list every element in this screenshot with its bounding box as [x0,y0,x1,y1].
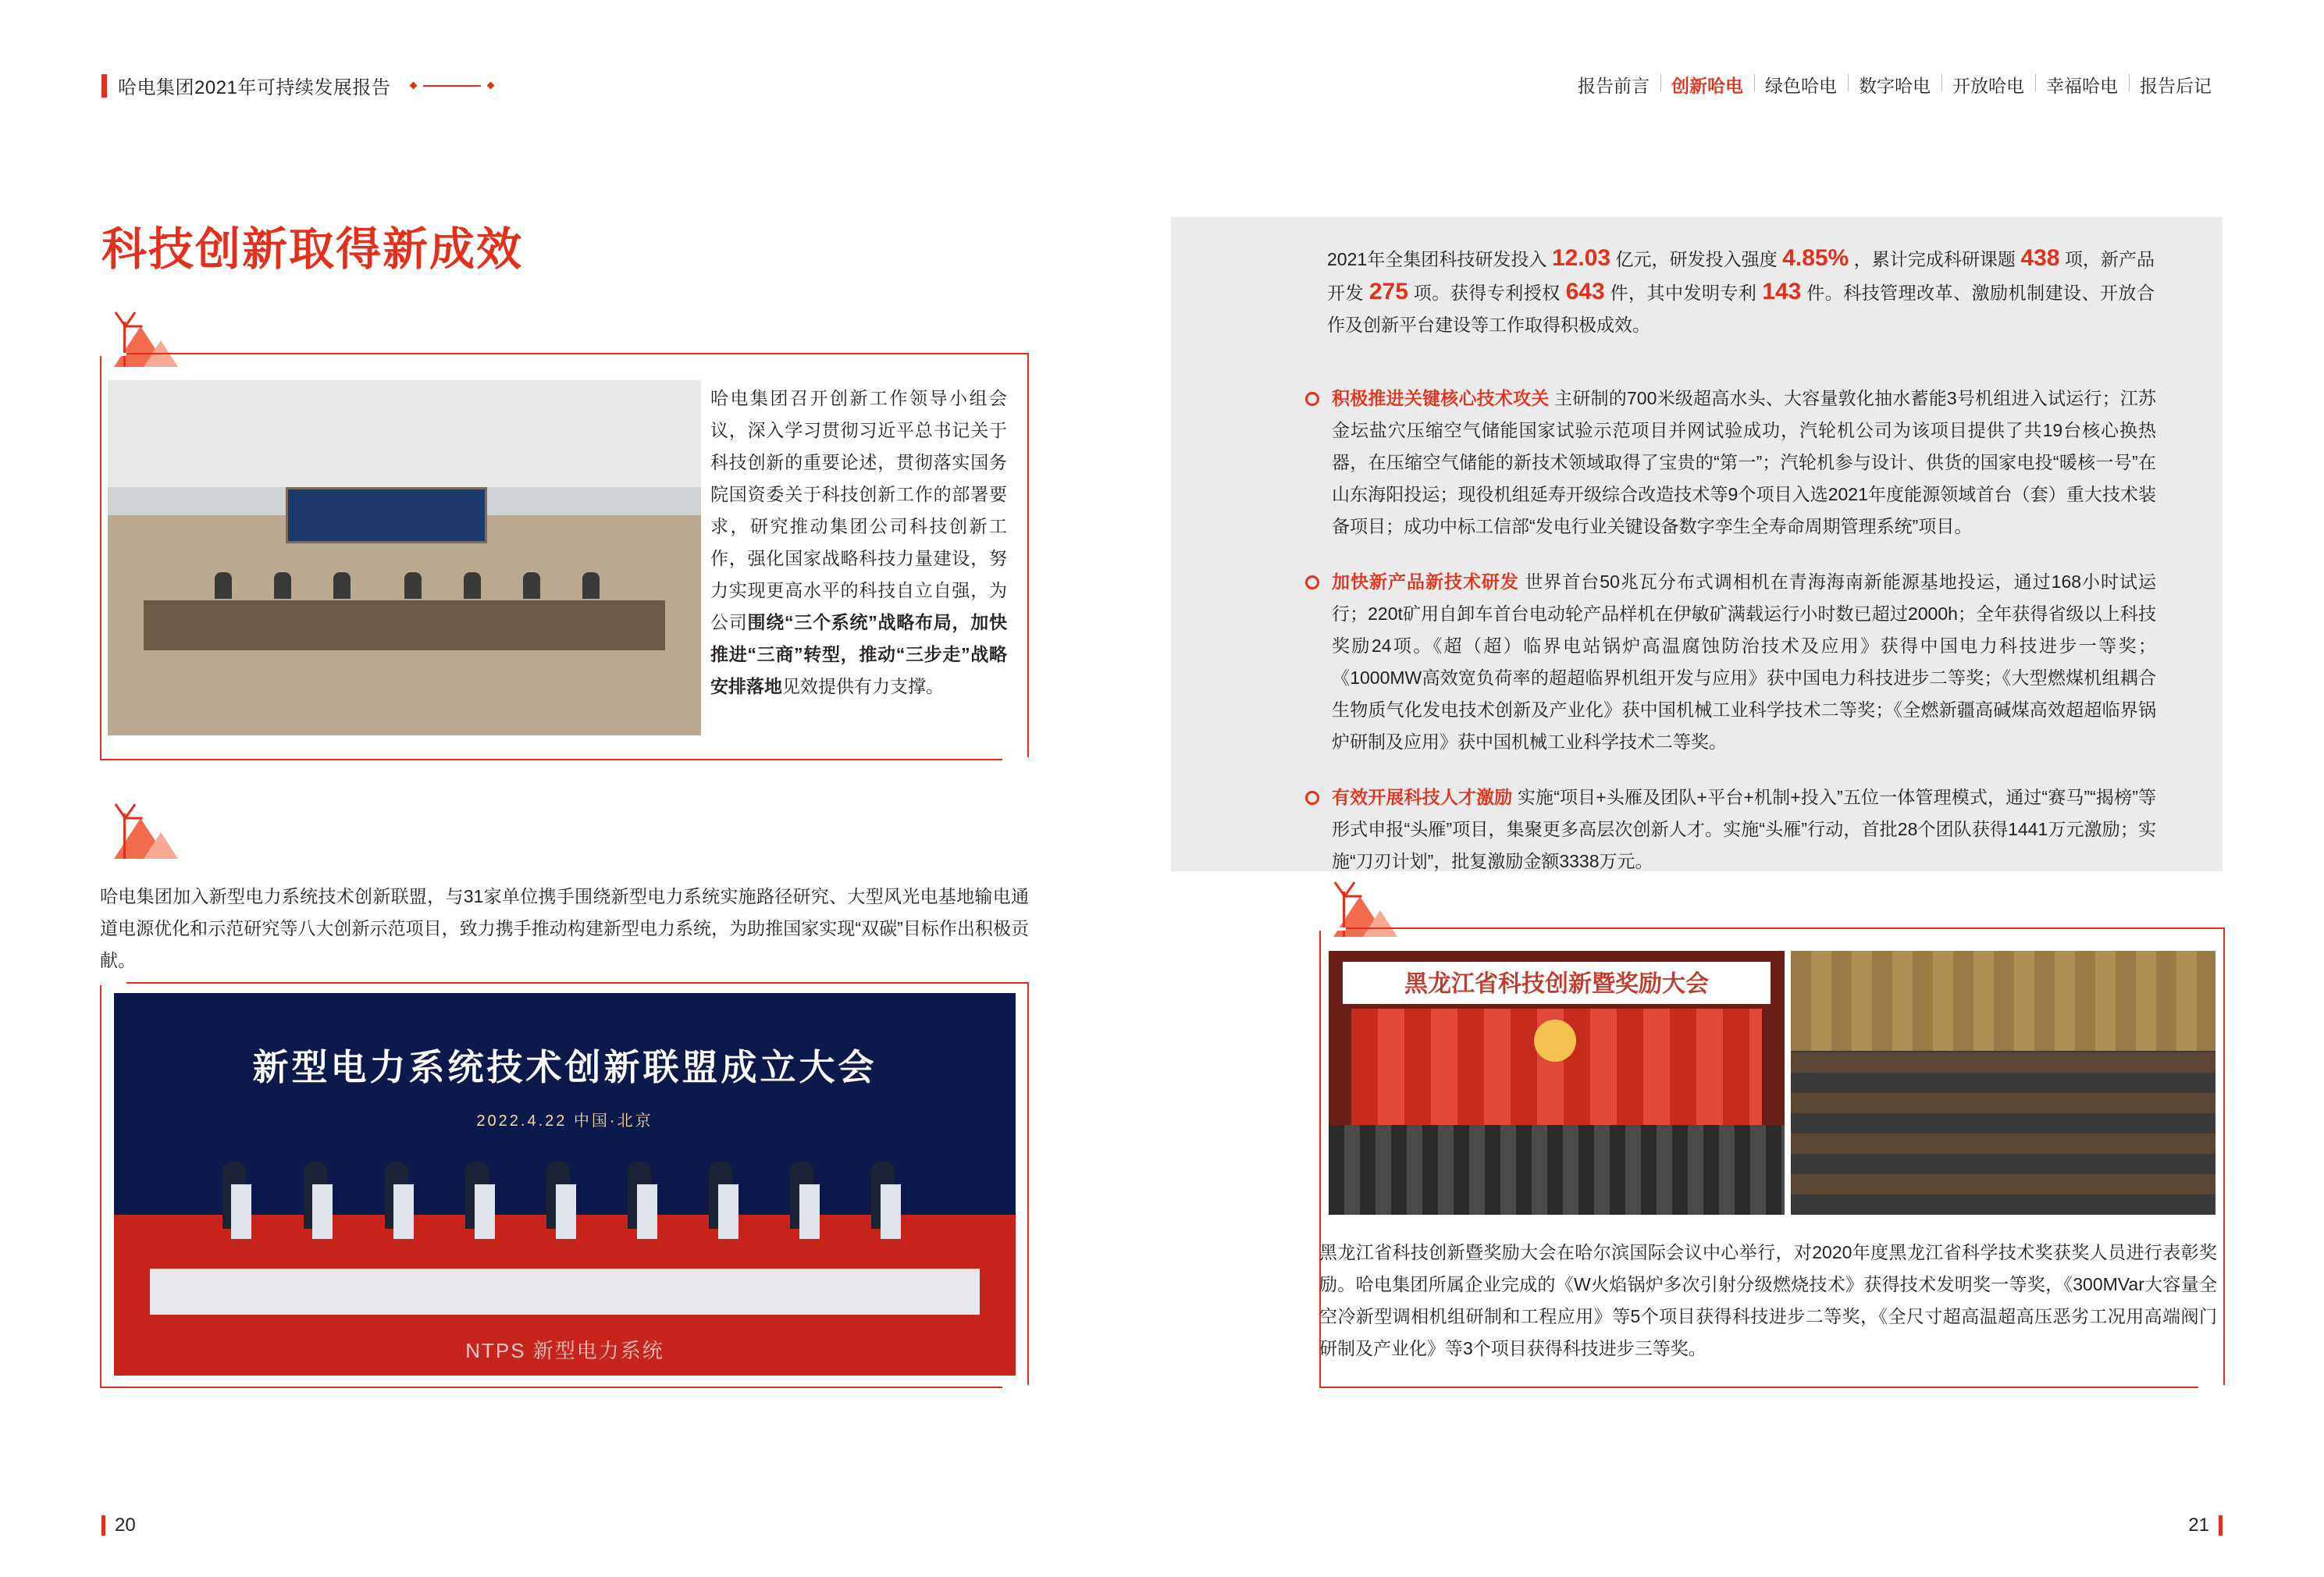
ring-bullet-icon [1305,392,1319,406]
bullet-title-3: 有效开展科技人才激励 [1332,787,1513,807]
footer-right [2188,1515,2223,1536]
nav-item-green[interactable]: 绿色哈电 [1754,72,1848,98]
nav-item-digital[interactable]: 数字哈电 [1848,72,1941,98]
page-accent-bar-left [101,1515,105,1536]
bullet-title-2: 加快新产品新技术研发 [1332,571,1519,592]
bullet-text-1: 主研制的700米级超高水头、大容量敦化抽水蓄能3号机组进入试运行；江苏金坛盐穴压缩空气储能国家试验示范项目并网试验成功，汽轮机公司为该项目提供了共19台核心换热器，在压缩空气储能的新技术领域取得了宝贵的“第一”；汽轮机参与设计、供货的国家电投“暖核一号”在山东海阳投运；现役机组延寿开级综合改造技术等9个项目入选2021年度能源领域首台（套）重大技术装备项目；成功中标工信部“发电行业关键设备数字孪生全寿命周期管理系统”项目。 [1332,388,2157,536]
bullet-item [1305,566,2156,758]
page-number-left: 20 [115,1515,136,1536]
poster-logo: NTPS 新型电力系统 [465,1339,664,1363]
nav-item-postscript[interactable]: 报告后记 [2129,72,2223,98]
ring-bullet-icon [1305,791,1319,805]
nav-item-innovation[interactable]: 创新哈电 [1660,72,1754,98]
award-description: 黑龙江省科技创新暨奖励大会在哈尔滨国际会议中心举行，对2020年度黑龙江省科学技术奖获奖人员进行表彰奖励。哈电集团所属企业完成的《W火焰锅炉多次引射分级燃烧技术》获得技术发明奖一等奖，《300MVar大容量全空冷新型调相机组研制和工程应用》等5个项目获得科技进步二等奖，《全尺寸超高温超高压恶劣工况用高端阀门研制及产业化》等3个项目获得科技进步三等奖。 [1319,1242,2217,1358]
page-accent-bar-right [2219,1515,2223,1536]
card-2-text: 哈电集团加入新型电力系统技术创新联盟，与31家单位携手围绕新型电力系统实施路径研究、大型风光电基地输电通道电源优化和示范研究等八大创新示范项目，致力携手推动构建新型电力系统，为助推国家实现“双碳”目标作出积极贡献。 [100,886,1029,970]
stats-intro: 2021年全集团科技研发投入 12.03 亿元，研发投入强度 4.85% ，累计完成科研课题 438 项，新产品开发 275 项。获得专利授权 643 件，其中发明专利 143 件。科技管理改革、激励机制建设、开放合作及创新平台建设等工作取得积极成效。 [1327,245,2155,335]
header-left [101,72,493,99]
poster-subtitle: 2022.4.22 中国·北京 [476,1112,653,1130]
page-title: 科技创新取得新成效 [101,224,524,275]
bullet-text-3: 实施“项目+头雁及团队+平台+机制+投入”五位一体管理模式，通过“赛马”“揭榜”等形式申报“头雁”项目，集聚更多高层次创新人才。实施“头雁”行动，首批28个团队获得1441万元激励；实施“刀刃计划”，批复激励金额3338万元。 [1332,787,2157,871]
ring-bullet-icon [1305,575,1319,589]
photo-award-conference [1329,951,1785,1215]
banner-text: 黑龙江省科技创新暨奖励大会 [1404,970,1709,997]
card-1-text: 哈电集团召开创新工作领导小组会议，深入学习贯彻习近平总书记关于科技创新的重要论述，贯彻落实国务院国资委关于科技创新工作的部署要求，研究推动集团公司科技创新工作，强化国家战略科技力量建设，努力实现更高水平的科技自立自强，为公司围绕“三个系统”战略布局，加快推进“三商”转型，推动“三步走”战略安排落地见效提供有力支撑。 [710,388,1007,696]
bullet-item [1305,781,2156,877]
nav-item-happy[interactable]: 幸福哈电 [2035,72,2129,98]
bullet-body-3 [1332,781,2156,877]
bullet-item [1305,383,2156,543]
bullet-title-1: 积极推进关键核心技术攻关 [1332,388,1550,408]
windmill-mountain-icon-2 [100,804,194,859]
photo-innovation-meeting [108,380,701,735]
report-title: 哈电集团2021年可持续发展报告 [118,77,391,98]
photo-audience [1791,951,2215,1215]
bullet-list [1305,383,2156,901]
header-nav [1567,72,2223,98]
bullet-body-2 [1332,566,2156,758]
nav-item-preface[interactable]: 报告前言 [1578,76,1650,96]
page-number-right: 21 [2188,1515,2209,1536]
header-decor [411,83,493,88]
poster-title: 新型电力系统技术创新联盟成立大会 [252,1046,877,1088]
header-accent-bar [101,74,107,98]
bullet-body-1 [1332,383,2156,543]
bullet-text-2: 世界首台50兆瓦分布式调相机在青海海南新能源基地投运，通过168小时试运行；220t矿用自卸车首台电动轮产品样机在伊敏矿满载运行小时数已超过2000h；全年获得省级以上科技奖励24项。《超（超）临界电站锅炉高温腐蚀防治技术及应用》获得中国电力科技进步一等奖；《1000MW高效宽负荷率的超超临界机组开发与应用》获中国电力科技进步二等奖；《大型燃煤机组耦合生物质气化发电技术创新及产业化》获中国机械工业科学技术二等奖；《全燃新疆高碱煤高效超超临界锅炉研制及应用》获中国机械工业科学技术二等奖。 [1332,571,2157,752]
footer-left [101,1515,136,1536]
nav-item-open[interactable]: 开放哈电 [1941,72,2035,98]
photo-ntps-alliance [114,993,1016,1376]
